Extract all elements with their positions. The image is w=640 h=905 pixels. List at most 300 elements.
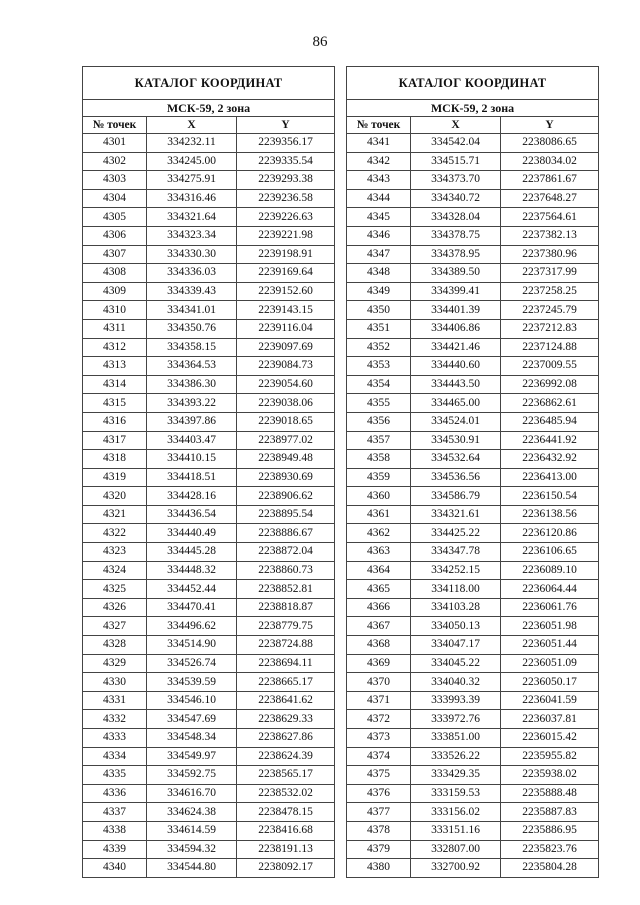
y-coordinate-cell: 2239152.60 bbox=[237, 282, 335, 301]
coordinate-catalog-table-left bbox=[82, 66, 335, 878]
y-coordinate-cell: 2237124.88 bbox=[501, 338, 599, 357]
x-coordinate-cell: 333151.16 bbox=[411, 821, 501, 840]
x-coordinate-cell: 334515.71 bbox=[411, 152, 501, 171]
y-coordinate-cell: 2239356.17 bbox=[237, 134, 335, 153]
point-number-cell: 4322 bbox=[83, 524, 147, 543]
y-coordinate-cell: 2238872.04 bbox=[237, 543, 335, 562]
table-row bbox=[83, 821, 335, 840]
y-coordinate-cell: 2235887.83 bbox=[501, 803, 599, 822]
table-row bbox=[83, 747, 335, 766]
point-number-cell: 4338 bbox=[83, 821, 147, 840]
y-coordinate-cell: 2237380.96 bbox=[501, 245, 599, 264]
point-number-cell: 4359 bbox=[347, 468, 411, 487]
table-row bbox=[83, 431, 335, 450]
x-coordinate-cell: 334358.15 bbox=[147, 338, 237, 357]
point-number-cell: 4339 bbox=[83, 840, 147, 859]
point-number-cell: 4314 bbox=[83, 375, 147, 394]
point-number-cell: 4330 bbox=[83, 673, 147, 692]
table-row bbox=[83, 636, 335, 655]
point-number-cell: 4315 bbox=[83, 394, 147, 413]
x-coordinate-cell: 334470.41 bbox=[147, 598, 237, 617]
point-number-cell: 4323 bbox=[83, 543, 147, 562]
y-coordinate-cell: 2238086.65 bbox=[501, 134, 599, 153]
y-coordinate-cell: 2236041.59 bbox=[501, 691, 599, 710]
table-row bbox=[83, 561, 335, 580]
y-coordinate-cell: 2237648.27 bbox=[501, 189, 599, 208]
table-row bbox=[347, 524, 599, 543]
table-row bbox=[83, 357, 335, 376]
table-row bbox=[83, 319, 335, 338]
point-number-cell: 4307 bbox=[83, 245, 147, 264]
x-coordinate-cell: 334364.53 bbox=[147, 357, 237, 376]
point-number-cell: 4331 bbox=[83, 691, 147, 710]
x-coordinate-cell: 334328.04 bbox=[411, 208, 501, 227]
table-row bbox=[347, 561, 599, 580]
table-row bbox=[347, 450, 599, 469]
y-coordinate-cell: 2238627.86 bbox=[237, 729, 335, 748]
table-subtitle: МСК-59, 2 зона bbox=[347, 100, 599, 117]
point-number-cell: 4371 bbox=[347, 691, 411, 710]
point-number-cell: 4378 bbox=[347, 821, 411, 840]
point-number-cell: 4360 bbox=[347, 487, 411, 506]
x-coordinate-cell: 332700.92 bbox=[411, 859, 501, 878]
x-coordinate-cell: 333429.35 bbox=[411, 766, 501, 785]
x-coordinate-cell: 334530.91 bbox=[411, 431, 501, 450]
point-number-cell: 4311 bbox=[83, 319, 147, 338]
table-row bbox=[347, 784, 599, 803]
x-coordinate-cell: 334386.30 bbox=[147, 375, 237, 394]
point-number-cell: 4352 bbox=[347, 338, 411, 357]
y-coordinate-cell: 2239143.15 bbox=[237, 301, 335, 320]
y-coordinate-cell: 2239335.54 bbox=[237, 152, 335, 171]
table-row bbox=[83, 840, 335, 859]
point-number-cell: 4349 bbox=[347, 282, 411, 301]
x-coordinate-cell: 334547.69 bbox=[147, 710, 237, 729]
x-coordinate-cell: 333156.02 bbox=[411, 803, 501, 822]
point-number-cell: 4356 bbox=[347, 412, 411, 431]
x-coordinate-cell: 334539.59 bbox=[147, 673, 237, 692]
point-number-cell: 4305 bbox=[83, 208, 147, 227]
y-coordinate-cell: 2238886.67 bbox=[237, 524, 335, 543]
x-coordinate-cell: 334397.86 bbox=[147, 412, 237, 431]
y-coordinate-cell: 2238818.87 bbox=[237, 598, 335, 617]
y-coordinate-cell: 2238906.62 bbox=[237, 487, 335, 506]
table-row bbox=[347, 375, 599, 394]
point-number-cell: 4379 bbox=[347, 840, 411, 859]
x-coordinate-cell: 334275.91 bbox=[147, 171, 237, 190]
y-coordinate-cell: 2237317.99 bbox=[501, 264, 599, 283]
x-coordinate-cell: 334452.44 bbox=[147, 580, 237, 599]
table-row bbox=[347, 654, 599, 673]
table-row bbox=[347, 691, 599, 710]
point-number-cell: 4354 bbox=[347, 375, 411, 394]
y-coordinate-cell: 2236037.81 bbox=[501, 710, 599, 729]
point-number-cell: 4304 bbox=[83, 189, 147, 208]
x-coordinate-cell: 333851.00 bbox=[411, 729, 501, 748]
point-number-cell: 4308 bbox=[83, 264, 147, 283]
table-row bbox=[83, 691, 335, 710]
y-coordinate-cell: 2236485.94 bbox=[501, 412, 599, 431]
point-number-cell: 4358 bbox=[347, 450, 411, 469]
table-row bbox=[83, 226, 335, 245]
table-body bbox=[347, 134, 599, 878]
y-coordinate-cell: 2236441.92 bbox=[501, 431, 599, 450]
table-row bbox=[347, 487, 599, 506]
table-row bbox=[83, 524, 335, 543]
point-number-cell: 4363 bbox=[347, 543, 411, 562]
y-coordinate-cell: 2238478.15 bbox=[237, 803, 335, 822]
table-row bbox=[347, 617, 599, 636]
point-number-cell: 4366 bbox=[347, 598, 411, 617]
table-row bbox=[347, 673, 599, 692]
x-coordinate-cell: 334403.47 bbox=[147, 431, 237, 450]
y-coordinate-cell: 2236106.65 bbox=[501, 543, 599, 562]
table-row bbox=[83, 654, 335, 673]
table-row bbox=[83, 803, 335, 822]
table-row bbox=[83, 282, 335, 301]
x-coordinate-cell: 334616.70 bbox=[147, 784, 237, 803]
table-body bbox=[83, 134, 335, 878]
y-coordinate-cell: 2236413.00 bbox=[501, 468, 599, 487]
x-coordinate-cell: 334040.32 bbox=[411, 673, 501, 692]
y-coordinate-cell: 2237212.83 bbox=[501, 319, 599, 338]
y-coordinate-cell: 2236015.42 bbox=[501, 729, 599, 748]
x-coordinate-cell: 334465.00 bbox=[411, 394, 501, 413]
table-row bbox=[83, 487, 335, 506]
y-coordinate-cell: 2238191.13 bbox=[237, 840, 335, 859]
x-coordinate-cell: 334614.59 bbox=[147, 821, 237, 840]
y-coordinate-cell: 2238624.39 bbox=[237, 747, 335, 766]
x-coordinate-cell: 334544.80 bbox=[147, 859, 237, 878]
point-number-cell: 4367 bbox=[347, 617, 411, 636]
x-coordinate-cell: 334549.97 bbox=[147, 747, 237, 766]
point-number-cell: 4344 bbox=[347, 189, 411, 208]
y-coordinate-cell: 2238977.02 bbox=[237, 431, 335, 450]
table-title: КАТАЛОГ КООРДИНАТ bbox=[347, 67, 599, 100]
point-number-cell: 4374 bbox=[347, 747, 411, 766]
x-coordinate-cell: 334321.64 bbox=[147, 208, 237, 227]
table-row bbox=[347, 803, 599, 822]
table-row bbox=[83, 189, 335, 208]
x-coordinate-cell: 334252.15 bbox=[411, 561, 501, 580]
y-coordinate-cell: 2239054.60 bbox=[237, 375, 335, 394]
point-number-cell: 4364 bbox=[347, 561, 411, 580]
table-row bbox=[83, 673, 335, 692]
x-coordinate-cell: 334410.15 bbox=[147, 450, 237, 469]
y-coordinate-cell: 2238034.02 bbox=[501, 152, 599, 171]
table-row bbox=[347, 840, 599, 859]
table-row bbox=[347, 245, 599, 264]
point-number-cell: 4376 bbox=[347, 784, 411, 803]
y-coordinate-cell: 2237258.25 bbox=[501, 282, 599, 301]
x-coordinate-cell: 334316.46 bbox=[147, 189, 237, 208]
point-number-cell: 4357 bbox=[347, 431, 411, 450]
point-number-cell: 4373 bbox=[347, 729, 411, 748]
table-row bbox=[347, 319, 599, 338]
y-coordinate-cell: 2235888.48 bbox=[501, 784, 599, 803]
y-coordinate-cell: 2239169.64 bbox=[237, 264, 335, 283]
table-row bbox=[83, 729, 335, 748]
x-coordinate-cell: 334340.72 bbox=[411, 189, 501, 208]
point-number-cell: 4333 bbox=[83, 729, 147, 748]
point-number-cell: 4329 bbox=[83, 654, 147, 673]
y-coordinate-cell: 2238930.69 bbox=[237, 468, 335, 487]
x-coordinate-cell: 334524.01 bbox=[411, 412, 501, 431]
point-number-cell: 4347 bbox=[347, 245, 411, 264]
table-row bbox=[347, 338, 599, 357]
table-row bbox=[347, 264, 599, 283]
table-row bbox=[347, 543, 599, 562]
y-coordinate-cell: 2238665.17 bbox=[237, 673, 335, 692]
table-row bbox=[347, 468, 599, 487]
y-coordinate-cell: 2239038.06 bbox=[237, 394, 335, 413]
table-row bbox=[83, 505, 335, 524]
y-coordinate-cell: 2236120.86 bbox=[501, 524, 599, 543]
x-coordinate-cell: 334586.79 bbox=[411, 487, 501, 506]
table-row bbox=[347, 505, 599, 524]
table-row bbox=[83, 710, 335, 729]
y-coordinate-cell: 2235823.76 bbox=[501, 840, 599, 859]
x-coordinate-cell: 334440.60 bbox=[411, 357, 501, 376]
point-number-cell: 4348 bbox=[347, 264, 411, 283]
table-row bbox=[83, 766, 335, 785]
table-row bbox=[347, 282, 599, 301]
point-number-cell: 4370 bbox=[347, 673, 411, 692]
table-row bbox=[83, 617, 335, 636]
x-coordinate-cell: 334347.78 bbox=[411, 543, 501, 562]
point-number-cell: 4350 bbox=[347, 301, 411, 320]
table-row bbox=[347, 134, 599, 153]
x-coordinate-cell: 332807.00 bbox=[411, 840, 501, 859]
x-coordinate-cell: 334436.54 bbox=[147, 505, 237, 524]
table-row bbox=[83, 134, 335, 153]
table-title: КАТАЛОГ КООРДИНАТ bbox=[83, 67, 335, 100]
table-row bbox=[83, 301, 335, 320]
y-coordinate-cell: 2237861.67 bbox=[501, 171, 599, 190]
point-number-cell: 4346 bbox=[347, 226, 411, 245]
y-coordinate-cell: 2236051.98 bbox=[501, 617, 599, 636]
table-row bbox=[347, 171, 599, 190]
y-coordinate-cell: 2238565.17 bbox=[237, 766, 335, 785]
y-coordinate-cell: 2235955.82 bbox=[501, 747, 599, 766]
x-coordinate-cell: 334336.03 bbox=[147, 264, 237, 283]
x-coordinate-cell: 334421.46 bbox=[411, 338, 501, 357]
table-row bbox=[347, 431, 599, 450]
table-row bbox=[83, 394, 335, 413]
point-number-cell: 4341 bbox=[347, 134, 411, 153]
y-coordinate-cell: 2237245.79 bbox=[501, 301, 599, 320]
x-coordinate-cell: 334526.74 bbox=[147, 654, 237, 673]
point-number-cell: 4309 bbox=[83, 282, 147, 301]
table-row bbox=[347, 394, 599, 413]
y-coordinate-cell: 2239097.69 bbox=[237, 338, 335, 357]
table-row bbox=[83, 208, 335, 227]
point-number-cell: 4380 bbox=[347, 859, 411, 878]
y-coordinate-cell: 2237564.61 bbox=[501, 208, 599, 227]
table-row bbox=[347, 208, 599, 227]
table-row bbox=[83, 412, 335, 431]
point-number-cell: 4321 bbox=[83, 505, 147, 524]
coordinate-catalog-table-right bbox=[346, 66, 599, 878]
point-number-cell: 4377 bbox=[347, 803, 411, 822]
table-row bbox=[83, 338, 335, 357]
y-coordinate-cell: 2238694.11 bbox=[237, 654, 335, 673]
x-coordinate-cell: 334399.41 bbox=[411, 282, 501, 301]
x-coordinate-cell: 334321.61 bbox=[411, 505, 501, 524]
table-row bbox=[347, 189, 599, 208]
y-coordinate-cell: 2238860.73 bbox=[237, 561, 335, 580]
y-coordinate-cell: 2236064.44 bbox=[501, 580, 599, 599]
point-number-cell: 4318 bbox=[83, 450, 147, 469]
table-row bbox=[347, 301, 599, 320]
point-number-cell: 4372 bbox=[347, 710, 411, 729]
x-coordinate-cell: 334624.38 bbox=[147, 803, 237, 822]
table-row bbox=[347, 152, 599, 171]
x-coordinate-cell: 334445.28 bbox=[147, 543, 237, 562]
point-number-cell: 4345 bbox=[347, 208, 411, 227]
table-row bbox=[347, 580, 599, 599]
table-row bbox=[83, 598, 335, 617]
x-coordinate-cell: 334389.50 bbox=[411, 264, 501, 283]
point-number-cell: 4337 bbox=[83, 803, 147, 822]
table-row bbox=[83, 264, 335, 283]
y-coordinate-cell: 2239116.04 bbox=[237, 319, 335, 338]
x-coordinate-cell: 334232.11 bbox=[147, 134, 237, 153]
table-row bbox=[347, 729, 599, 748]
point-number-cell: 4342 bbox=[347, 152, 411, 171]
point-number-cell: 4361 bbox=[347, 505, 411, 524]
y-coordinate-cell: 2239198.91 bbox=[237, 245, 335, 264]
x-coordinate-cell: 334323.34 bbox=[147, 226, 237, 245]
x-coordinate-cell: 334393.22 bbox=[147, 394, 237, 413]
y-coordinate-cell: 2239293.38 bbox=[237, 171, 335, 190]
x-coordinate-cell: 334594.32 bbox=[147, 840, 237, 859]
y-coordinate-cell: 2238629.33 bbox=[237, 710, 335, 729]
point-number-cell: 4319 bbox=[83, 468, 147, 487]
y-coordinate-cell: 2236432.92 bbox=[501, 450, 599, 469]
x-coordinate-cell: 334401.39 bbox=[411, 301, 501, 320]
y-coordinate-cell: 2238852.81 bbox=[237, 580, 335, 599]
x-coordinate-cell: 334440.49 bbox=[147, 524, 237, 543]
table-row bbox=[83, 245, 335, 264]
y-coordinate-cell: 2236138.56 bbox=[501, 505, 599, 524]
point-number-cell: 4312 bbox=[83, 338, 147, 357]
y-coordinate-cell: 2235886.95 bbox=[501, 821, 599, 840]
point-number-cell: 4355 bbox=[347, 394, 411, 413]
y-coordinate-cell: 2236061.76 bbox=[501, 598, 599, 617]
point-number-cell: 4303 bbox=[83, 171, 147, 190]
page-number: 86 bbox=[312, 34, 328, 50]
table-row bbox=[347, 226, 599, 245]
x-coordinate-cell: 334050.13 bbox=[411, 617, 501, 636]
y-coordinate-cell: 2238724.88 bbox=[237, 636, 335, 655]
y-coordinate-cell: 2238779.75 bbox=[237, 617, 335, 636]
point-number-cell: 4302 bbox=[83, 152, 147, 171]
point-number-cell: 4328 bbox=[83, 636, 147, 655]
point-number-cell: 4326 bbox=[83, 598, 147, 617]
table-row bbox=[347, 747, 599, 766]
point-number-cell: 4310 bbox=[83, 301, 147, 320]
point-number-cell: 4368 bbox=[347, 636, 411, 655]
point-number-cell: 4316 bbox=[83, 412, 147, 431]
point-number-cell: 4362 bbox=[347, 524, 411, 543]
x-coordinate-cell: 333993.39 bbox=[411, 691, 501, 710]
table-row bbox=[347, 636, 599, 655]
y-coordinate-cell: 2237382.13 bbox=[501, 226, 599, 245]
y-coordinate-cell: 2235804.28 bbox=[501, 859, 599, 878]
y-coordinate-cell: 2239226.63 bbox=[237, 208, 335, 227]
y-coordinate-cell: 2239084.73 bbox=[237, 357, 335, 376]
column-header-y: Y bbox=[237, 117, 335, 134]
point-number-cell: 4306 bbox=[83, 226, 147, 245]
x-coordinate-cell: 334245.00 bbox=[147, 152, 237, 171]
y-coordinate-cell: 2236862.61 bbox=[501, 394, 599, 413]
table-row bbox=[83, 171, 335, 190]
x-coordinate-cell: 334378.75 bbox=[411, 226, 501, 245]
point-number-cell: 4375 bbox=[347, 766, 411, 785]
table-row bbox=[83, 580, 335, 599]
table-row bbox=[347, 710, 599, 729]
x-coordinate-cell: 334428.16 bbox=[147, 487, 237, 506]
x-coordinate-cell: 334546.10 bbox=[147, 691, 237, 710]
point-number-cell: 4320 bbox=[83, 487, 147, 506]
x-coordinate-cell: 334378.95 bbox=[411, 245, 501, 264]
y-coordinate-cell: 2236089.10 bbox=[501, 561, 599, 580]
y-coordinate-cell: 2239018.65 bbox=[237, 412, 335, 431]
point-number-cell: 4301 bbox=[83, 134, 147, 153]
x-coordinate-cell: 334330.30 bbox=[147, 245, 237, 264]
x-coordinate-cell: 334448.32 bbox=[147, 561, 237, 580]
point-number-cell: 4343 bbox=[347, 171, 411, 190]
x-coordinate-cell: 334103.28 bbox=[411, 598, 501, 617]
x-coordinate-cell: 333526.22 bbox=[411, 747, 501, 766]
point-number-cell: 4317 bbox=[83, 431, 147, 450]
y-coordinate-cell: 2236050.17 bbox=[501, 673, 599, 692]
y-coordinate-cell: 2236992.08 bbox=[501, 375, 599, 394]
x-coordinate-cell: 334443.50 bbox=[411, 375, 501, 394]
table-row bbox=[83, 784, 335, 803]
point-number-cell: 4325 bbox=[83, 580, 147, 599]
point-number-cell: 4365 bbox=[347, 580, 411, 599]
x-coordinate-cell: 334532.64 bbox=[411, 450, 501, 469]
x-coordinate-cell: 334592.75 bbox=[147, 766, 237, 785]
table-row bbox=[347, 412, 599, 431]
point-number-cell: 4313 bbox=[83, 357, 147, 376]
y-coordinate-cell: 2235938.02 bbox=[501, 766, 599, 785]
y-coordinate-cell: 2239221.98 bbox=[237, 226, 335, 245]
x-coordinate-cell: 334496.62 bbox=[147, 617, 237, 636]
y-coordinate-cell: 2238532.02 bbox=[237, 784, 335, 803]
x-coordinate-cell: 334548.34 bbox=[147, 729, 237, 748]
x-coordinate-cell: 334373.70 bbox=[411, 171, 501, 190]
point-number-cell: 4335 bbox=[83, 766, 147, 785]
table-row bbox=[347, 357, 599, 376]
x-coordinate-cell: 334341.01 bbox=[147, 301, 237, 320]
table-row bbox=[347, 766, 599, 785]
table-row bbox=[347, 859, 599, 878]
point-number-cell: 4351 bbox=[347, 319, 411, 338]
y-coordinate-cell: 2238949.48 bbox=[237, 450, 335, 469]
table-row bbox=[347, 821, 599, 840]
table-row bbox=[83, 450, 335, 469]
x-coordinate-cell: 334350.76 bbox=[147, 319, 237, 338]
y-coordinate-cell: 2238092.17 bbox=[237, 859, 335, 878]
table-row bbox=[347, 598, 599, 617]
column-header-point-number: № точек bbox=[83, 117, 147, 134]
x-coordinate-cell: 334406.86 bbox=[411, 319, 501, 338]
y-coordinate-cell: 2238895.54 bbox=[237, 505, 335, 524]
y-coordinate-cell: 2238416.68 bbox=[237, 821, 335, 840]
